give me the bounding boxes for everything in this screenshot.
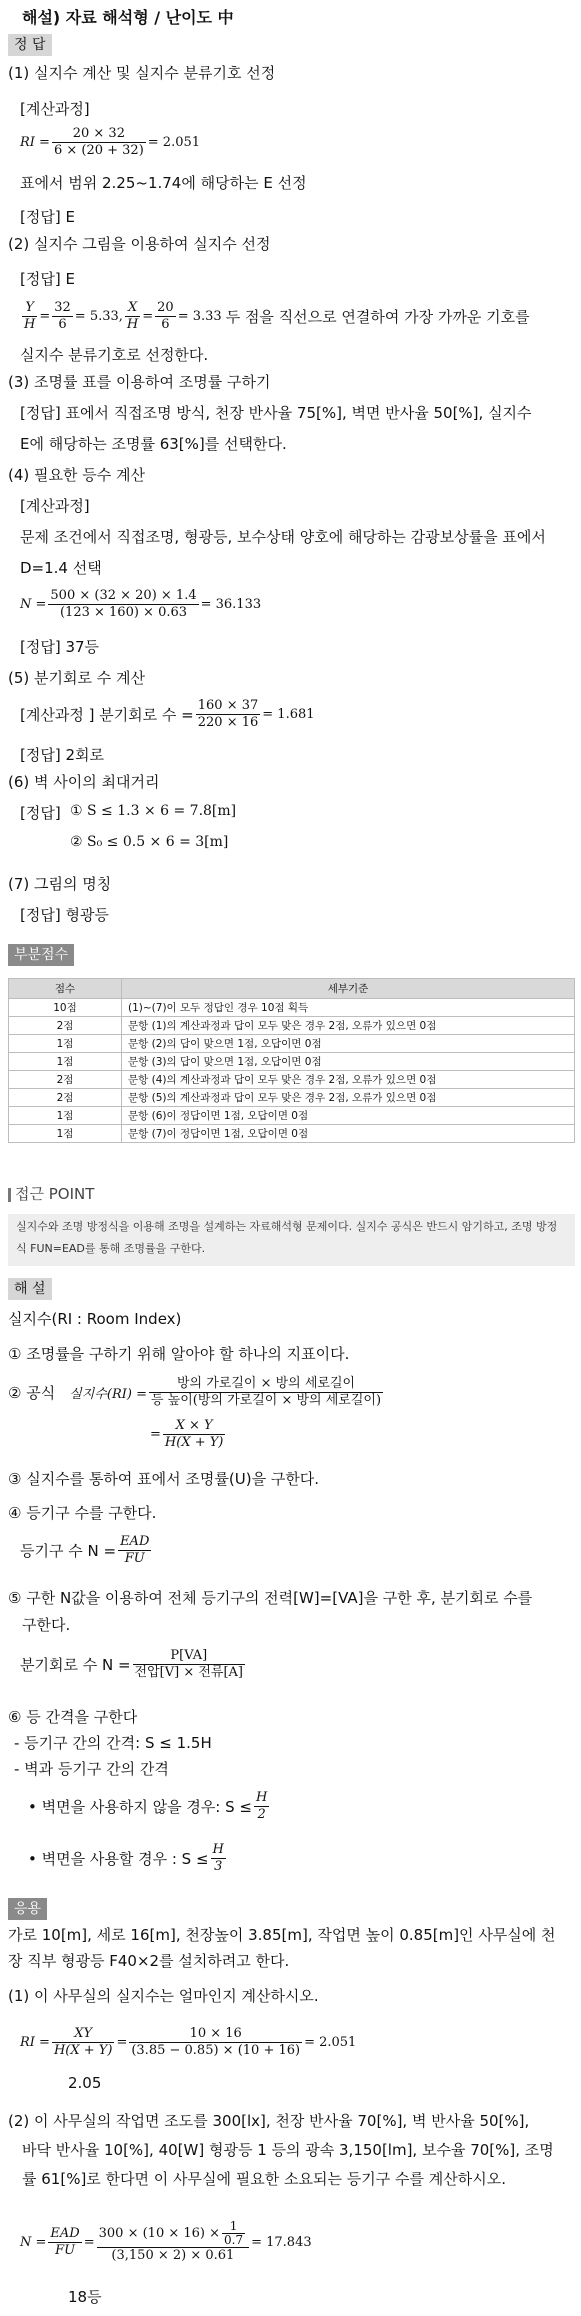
table-row: 1점 문항 (7)이 정답이면 1점, 오답이면 0점 [9, 1125, 575, 1143]
s6-answer-label: [정답] [20, 804, 61, 822]
explain-p5-line-1: ⑤ 구한 N값을 이용하여 전체 등기구의 전력[W]=[VA]을 구한 후, 분기회로 수를 [8, 1589, 533, 1607]
s5-formula: [계산과정 ] 분기회로 수 = $\frac{160 \times 37}{220 \times 16}$ = 1.681 [20, 697, 315, 730]
explain-p4: ④ 등기구 수를 구한다. [8, 1504, 157, 1522]
section-bar-icon [8, 1188, 11, 1202]
s2-answer: [정답] E [20, 270, 75, 288]
table-row: 2점 문항 (4)의 계산과정과 답이 모두 맞은 경우 2점, 오류가 있으면 0점 [9, 1071, 575, 1089]
explain-p6-a: - 등기구 간의 간격: S ≤ 1.5H [14, 1734, 212, 1752]
section-7-title: (7) 그림의 명칭 [8, 875, 112, 893]
apply-q2-answer: 18등 [68, 2288, 102, 2306]
table-row: 10점 (1)~(7)이 모두 정답인 경우 10점 획득 [9, 999, 575, 1017]
partial-score-table [8, 978, 575, 1143]
s6-answer-1: ① S ≤ 1.3 × 6 = 7.8[m] [70, 803, 237, 819]
explain-p1: ① 조명률을 구하기 위해 알아야 할 하나의 지표이다. [8, 1345, 350, 1363]
s2-formula: $\frac{Y}{H}$ = $\frac{32}{6}$ = 5.33, $\frac{X}{H}$ = $\frac{20}{6}$ = 3.33 두 점을 직선으로 연결하여 가장 가까운 기호를 [24, 299, 530, 332]
explain-formula: ② 공식 실지수(RI) = $\frac{\text{방의 가로길이 × 방의 세로길이}}{\text{등 높이(방의 가로길이 × 방의 세로길이)}}$ [8, 1375, 382, 1408]
s7-answer: [정답] 형광등 [20, 906, 109, 924]
table-row: 1점 문항 (2)의 답이 맞으면 1점, 오답이면 0점 [9, 1035, 575, 1053]
apply-q1: (1) 이 사무실의 실지수는 얼마인지 계산하시오. [8, 1987, 319, 2005]
explain-p6-b: - 벽과 등기구 간의 간격 [14, 1760, 169, 1778]
apply-q2-line-2: 바닥 반사율 10[%], 40[W] 형광등 1 등의 광속 3,150[lm], 보수율 70[%], 조명 [22, 2141, 554, 2159]
section-1-title: (1) 실지수 계산 및 실지수 분류기호 선정 [8, 64, 276, 82]
section-5-title: (5) 분기회로 수 계산 [8, 669, 145, 687]
s5-answer: [정답] 2회로 [20, 746, 104, 764]
table-row: 1점 문항 (6)이 정답이면 1점, 오답이면 0점 [9, 1107, 575, 1125]
s3-line-2: E에 해당하는 조명률 63[%]를 선택한다. [20, 435, 287, 453]
explain-tag: 해 설 [8, 1278, 52, 1300]
explain-p6: ⑥ 등 간격을 구한다 [8, 1708, 138, 1726]
s6-answer-2: ② S₀ ≤ 0.5 × 6 = 3[m] [70, 834, 229, 850]
s4-formula: N = $\frac{500 \times (32 \times 20) \times 1.4}{(123 \times 160) \times 0.63}$ = 36.133 [20, 587, 262, 620]
s3-line-1: [정답] 표에서 직접조명 방식, 천장 반사율 75[%], 벽면 반사율 50[%], 실지수 [20, 404, 532, 422]
apply-q2-formula: N = $\frac{\text{EAD}}{FU}$ = 300 × (10 × 16) × $\frac{1}{0.7}$ (3,150 × 2) × 0.61 = 17.843 [20, 2219, 312, 2263]
section-6-title: (6) 벽 사이의 최대거리 [8, 773, 160, 791]
table-row: 2점 문항 (5)의 계산과정과 답이 모두 맞은 경우 2점, 오류가 있으면 0점 [9, 1089, 575, 1107]
apply-intro-2: 장 직부 형광등 F40×2를 설치하려고 한다. [8, 1952, 290, 1970]
explain-p4-formula: 등기구 수 N = $\frac{\text{EAD}}{FU}$ [20, 1533, 150, 1566]
s4-answer: [정답] 37등 [20, 638, 100, 656]
apply-q2-line-1: (2) 이 사무실의 작업면 조도를 300[lx], 천장 반사율 70[%], 벽 반사율 50[%], [8, 2112, 530, 2130]
explain-def: 실지수(RI : Room Index) [8, 1310, 182, 1328]
partial-score-tag: 부분점수 [8, 944, 74, 966]
s4-line-1: 문제 조건에서 직접조명, 형광등, 보수상태 양호에 해당하는 감광보상률을 표에서 [20, 528, 546, 546]
apply-q1-formula: RI = $\frac{XY}{H(X + Y)}$ = $\frac{10 \times 16}{(3.85 - 0.85) \times (10 + 16)}$ = 2.051 [20, 2025, 357, 2058]
table-row: 1점 문항 (3)의 답이 맞으면 1점, 오답이면 0점 [9, 1053, 575, 1071]
s1-calc-label: [계산과정] [20, 100, 90, 118]
section-2-title: (2) 실지수 그림을 이용하여 실지수 선정 [8, 235, 271, 253]
s4-calc-label: [계산과정] [20, 497, 90, 515]
s1-note: 표에서 범위 2.25~1.74에 해당하는 E 선정 [20, 174, 307, 192]
explain-p5-formula: 분기회로 수 N = $\frac{P[VA]}{\text{전압[V] × 전류[A]}}$ [20, 1647, 243, 1680]
s2-desc-2: 실지수 분류기호로 선정한다. [20, 346, 209, 364]
s4-line-2: D=1.4 선택 [20, 559, 102, 577]
explain-formula-2: = $\frac{X \times Y}{H(X + Y)}$ [150, 1417, 224, 1450]
apply-tag: 응용 [8, 1898, 47, 1920]
section-4-title: (4) 필요한 등수 계산 [8, 466, 145, 484]
explain-p3: ③ 실지수를 통하여 표에서 조명률(U)을 구한다. [8, 1470, 320, 1488]
page-title: 해설) 자료 해석형 / 난이도 中 [22, 8, 234, 27]
apply-intro-1: 가로 10[m], 세로 16[m], 천장높이 3.85[m], 작업면 높이 0.85[m]인 사무실에 천 [8, 1926, 556, 1944]
table-row: 2점 문항 (1)의 계산과정과 답이 모두 맞은 경우 2점, 오류가 있으면 0점 [9, 1017, 575, 1035]
approach-text: 실지수와 조명 방정식을 이용해 조명을 설계하는 자료해석형 문제이다. 실지수 공식은 반드시 암기하고, 조명 방정식 FUN=EAD를 통해 조명률을 구한다. [8, 1214, 575, 1266]
explain-p5-line-2: 구한다. [22, 1616, 71, 1634]
apply-q1-answer: 2.05 [68, 2074, 102, 2092]
table-header-row [9, 979, 575, 999]
s1-formula: RI = $\frac{20 \times 32}{6 \times (20 + 32)}$ = 2.051 [20, 125, 201, 158]
table-header-criteria: 세부기준 [122, 979, 575, 999]
approach-title: 접근 POINT [8, 1183, 94, 1204]
apply-q2-line-3: 률 61[%]로 한다면 이 사무실에 필요한 소요되는 등기구 수를 계산하시오. [22, 2170, 506, 2188]
section-3-title: (3) 조명률 표를 이용하여 조명률 구하기 [8, 373, 271, 391]
explain-p6-d: • 벽면을 사용할 경우 : S ≤ $\frac{H}{3}$ [28, 1841, 224, 1874]
table-header-score: 점수 [9, 979, 122, 999]
s1-answer: [정답] E [20, 208, 75, 226]
answer-tag: 정 답 [8, 34, 52, 56]
explain-p6-c: • 벽면을 사용하지 않을 경우: S ≤ $\frac{H}{2}$ [28, 1789, 268, 1822]
